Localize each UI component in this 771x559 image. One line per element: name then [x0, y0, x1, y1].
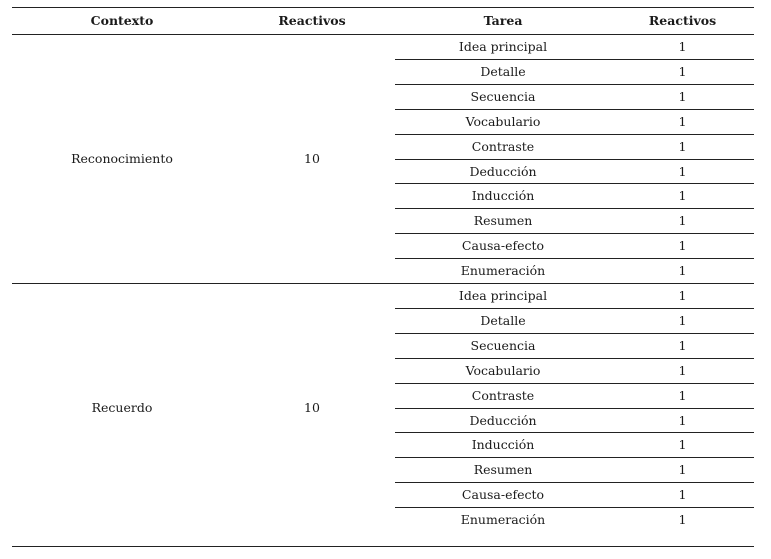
- task-name: Resumen: [473, 213, 533, 229]
- task-reactivos: 1: [678, 113, 687, 129]
- row-separator: [395, 333, 754, 334]
- task-name: Vocabulario: [465, 113, 541, 129]
- task-reactivos: 1: [678, 163, 687, 179]
- header-reactivos-tarea: Reactivos: [648, 13, 717, 28]
- task-reactivos: 1: [678, 437, 687, 453]
- task-name: Vocabulario: [465, 362, 541, 378]
- task-reactivos: 1: [678, 362, 687, 378]
- row-separator: [395, 507, 754, 508]
- task-reactivos: 1: [678, 412, 687, 428]
- task-reactivos: 1: [678, 188, 687, 204]
- task-name: Detalle: [480, 63, 526, 79]
- task-name: Contraste: [471, 138, 535, 154]
- task-reactivos: 1: [678, 387, 687, 403]
- row-separator: [395, 233, 754, 234]
- task-name: Idea principal: [458, 39, 548, 54]
- group-contexto: Recuerdo: [91, 399, 153, 415]
- task-reactivos: 1: [678, 138, 687, 154]
- row-separator: [395, 134, 754, 135]
- row-separator: [395, 84, 754, 85]
- group-reactivos: 10: [304, 399, 320, 415]
- task-reactivos: 1: [678, 462, 687, 478]
- header-tarea: Tarea: [483, 13, 523, 28]
- row-separator: [395, 258, 754, 259]
- task-name: Deducción: [469, 163, 537, 179]
- task-name: Detalle: [480, 312, 526, 328]
- task-reactivos: 1: [678, 263, 687, 279]
- task-name: Enumeración: [460, 512, 546, 528]
- task-name: Causa-efecto: [461, 238, 545, 254]
- task-name: Resumen: [473, 462, 533, 478]
- group-reactivos: 10: [304, 150, 320, 166]
- task-name: Contraste: [471, 387, 535, 403]
- row-separator: [395, 109, 754, 110]
- row-separator: [395, 59, 754, 60]
- task-name: Secuencia: [470, 88, 536, 104]
- row-separator: [395, 308, 754, 309]
- table-top-rule: [12, 7, 754, 8]
- task-name: Secuencia: [470, 337, 536, 353]
- row-separator: [395, 383, 754, 384]
- task-name: Idea principal: [458, 288, 548, 303]
- task-reactivos: 1: [678, 39, 687, 54]
- task-reactivos: 1: [678, 88, 687, 104]
- task-reactivos: 1: [678, 337, 687, 353]
- task-name: Deducción: [469, 412, 537, 428]
- task-reactivos: 1: [678, 63, 687, 79]
- row-separator: [395, 432, 754, 433]
- task-name: Enumeración: [460, 263, 546, 279]
- task-reactivos: 1: [678, 512, 687, 528]
- task-reactivos: 1: [678, 213, 687, 229]
- header-contexto: Contexto: [90, 13, 154, 28]
- task-name: Inducción: [471, 188, 535, 204]
- row-separator: [395, 457, 754, 458]
- task-name: Causa-efecto: [461, 487, 545, 503]
- task-reactivos: 1: [678, 487, 687, 503]
- row-separator: [395, 159, 754, 160]
- header-rule: [12, 34, 754, 35]
- row-separator: [395, 183, 754, 184]
- table-bottom-rule: [12, 546, 754, 547]
- task-reactivos: 1: [678, 288, 687, 303]
- row-separator: [395, 208, 754, 209]
- task-name: Inducción: [471, 437, 535, 453]
- group-separator: [12, 283, 754, 284]
- task-reactivos: 1: [678, 238, 687, 254]
- group-contexto: Reconocimiento: [71, 150, 173, 166]
- row-separator: [395, 408, 754, 409]
- row-separator: [395, 358, 754, 359]
- task-reactivos: 1: [678, 312, 687, 328]
- header-reactivos-contexto: Reactivos: [278, 13, 346, 28]
- row-separator: [395, 482, 754, 483]
